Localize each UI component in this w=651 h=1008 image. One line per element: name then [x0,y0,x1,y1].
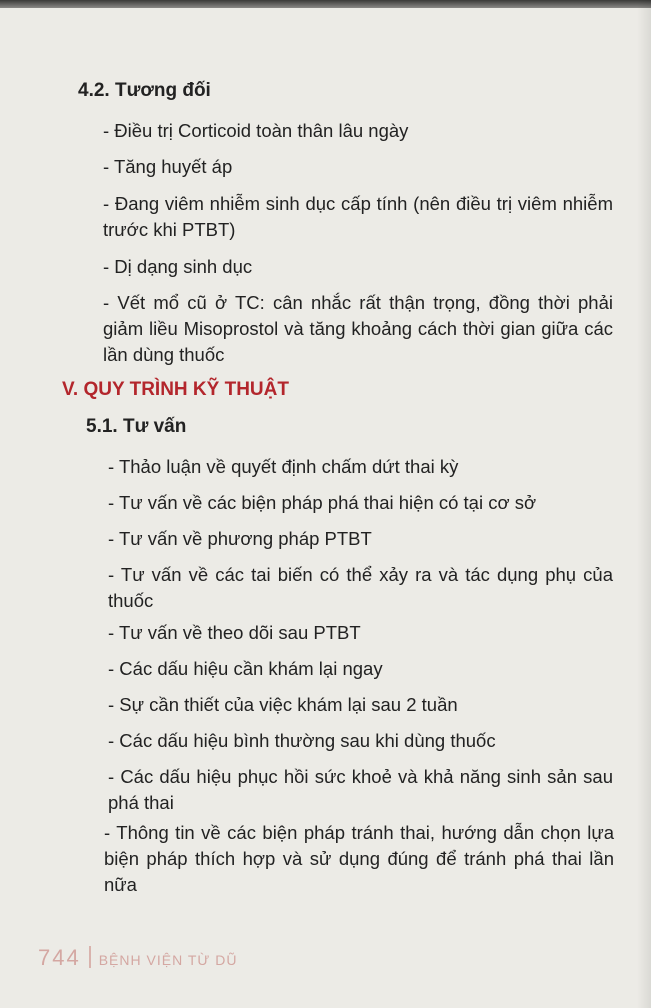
list-item: - Đang viêm nhiễm sinh dục cấp tính (nên điều trị viêm nhiễm trước khi PTBT) [103,193,613,240]
list-item: - Thảo luận về quyết định chấm dứt thai kỳ [108,456,459,477]
heading-5-1: 5.1. Tư vấn [86,416,187,437]
heading-section-v: V. QUY TRÌNH KỸ THUẬT [62,379,289,400]
list-item: - Các dấu hiệu cần khám lại ngay [108,658,383,679]
list-item: - Tư vấn về các tai biến có thể xảy ra và tác dụng phụ của thuốc [108,564,613,611]
list-item: - Các dấu hiệu bình thường sau khi dùng thuốc [108,730,496,751]
list-item: - Vết mổ cũ ở TC: cân nhắc rất thận trọng, đồng thời phải giảm liều Misoprostol và tăng khoảng cách thời gian giữa các lần dùng thuốc [103,292,613,365]
list-item: - Tư vấn về các biện pháp phá thai hiện có tại cơ sở [108,492,537,513]
list-item: - Sự cần thiết của việc khám lại sau 2 tuần [108,694,458,715]
list-item: - Dị dạng sinh dục [103,256,253,277]
page-footer [38,945,237,971]
list-item: - Tư vấn về phương pháp PTBT [108,528,372,549]
list-item: - Các dấu hiệu phục hồi sức khoẻ và khả năng sinh sản sau phá thai [108,766,613,813]
list-item: - Thông tin về các biện pháp tránh thai, hướng dẫn chọn lựa biện pháp thích hợp và sử dụng đúng để tránh phá thai lần nữa [104,822,614,895]
list-item: - Điều trị Corticoid toàn thân lâu ngày [103,120,409,141]
heading-4-2: 4.2. Tương đối [78,80,211,101]
list-item: - Tăng huyết áp [103,156,233,177]
running-title: BỆNH VIỆN TỪ DŨ [98,952,238,968]
list-item: - Tư vấn về theo dõi sau PTBT [108,622,361,643]
page-number: 744 [38,945,81,970]
footer-divider [89,946,91,968]
